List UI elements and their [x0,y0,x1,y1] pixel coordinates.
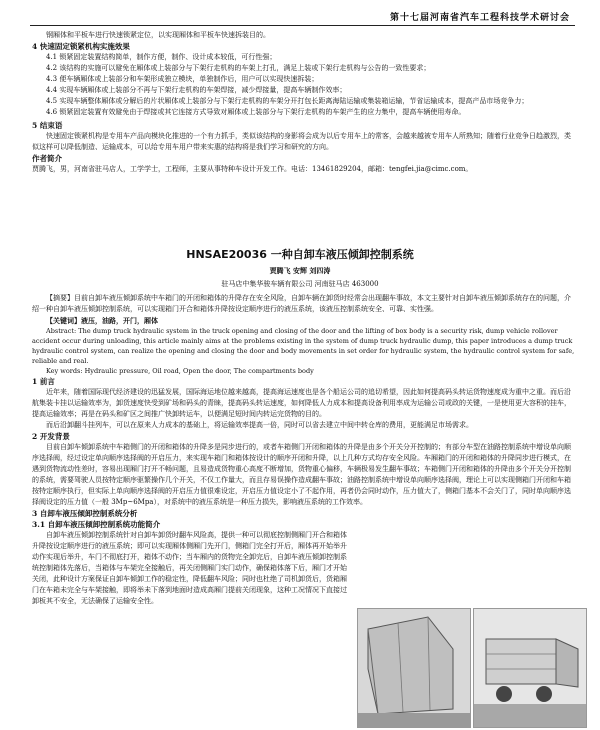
prev-section-4-heading: 4 快速固定锁紧机构实施效果 [32,42,130,51]
prev-item: 4.3 便车辆厢体或上装部分和车架形成独立模块，单独制作后，用户可以实现快速拆装； [46,75,319,83]
prev-item: 4.6 锁紧固定装置有效避免由于焊接或其它连接方式导致对厢体或上装部分与下架行走机构的车架产生的应力集中，提高车辆使用寿命。 [46,108,466,116]
prev-conclusion: 快速固定锁紧机构是专用车产品向模块化推进的一个有力抓手，类似该结构的身影将会成为以后专用车上的常客，会越来越被专用车人所熟知；随着行业竞争日趋激烈，类似这样可以降低制造、运输成本，可以给专用车用户带来实惠的结构将是我们学习和研究的方向。 [32,132,571,151]
article-affiliation: 驻马店中集华骏车辆有限公司 河南驻马店 463000 [221,280,379,288]
prev-section-5-heading: 5 结束语 [32,121,63,130]
truck-photo-left [357,608,471,728]
prev-item: 4.2 该结构的实施可以避免在厢体或上装部分与下架行走机构的车架上打孔，满足上装或下架行走机构与公告的一致性要求； [46,64,431,72]
section-1-paragraph: 而后沿卸翻斗挂列车，可以在原来人力成本的基础上，将运输效率提高一倍，同时可以省去建立中间中转仓库的费用，更能满足市场需求。 [46,421,473,429]
abstract-cn: 【摘要】目前自卸车液压倾卸系统中车箱门的开闭和箱体的升降存在安全风险，自卸车辆在卸货时经常会出现翻车事故，本文主要针对自卸车液压倾卸系统存在的问题，介绍一种自卸车液压倾卸控制系统，可以实现箱门开合和箱体升降按设定顺序进行的液压系统，该液压控制系统安全、可靠、实性强。 [32,294,571,313]
truck-photo-left-drawing [358,609,470,727]
prev-item: 4.4 实现车辆厢体或上装部分不再与下架行走机构的车架焊接，减少焊接量，提高车辆制作效率； [46,86,347,94]
section-2-paragraph: 目前自卸车倾卸系统中车箱侧门的开闭和箱体的升降多是同步进行的，或者车箱侧门开闭和箱体的升降是由多个开关分开控制的；有部分车型在油路控制系统中增设单向顺序选择阀，经过设定单向顺序选择阀的开启压力，来实现车箱门和箱体按设计的顺序开闭和升降，以上几种方式均存安全风险。车厢箱门的开闭和箱体的升降同步进行模式，在遇到货物流动性差时，容易出现厢门打开不畅问题，且易造成货物重心高度不断增加，货物重心偏移，车辆极易发生翻车事故；车箱侧门开闭和箱体的升降由多个开关分开控制的系统，需要驾驶人员按特定顺序驱繁操作几个开关，不仅工作量大，而且存易误操作造成翻车事故；油路控制系统中增设单向顺序选择阀，理论上可以实现侧箱门开闭和车箱按特定顺序执行，但实际上单向顺序选择阀的开启压力值很难设定，开启压力值设定小了不起作用，再者仍会同时动作，压力值大了，侧箱门基本不会关门了，同时单向顺序选择阀设定的压力值（一般 3Mp~6Mpa），对系统中的液压系统是一种压力损失，影响液压系统的工作效率。 [32,443,571,506]
section-2-heading: 2 开发背景 [32,432,70,441]
section-1-heading: 1 前言 [32,377,55,386]
section-3-heading: 3 自卸车液压倾卸控制系统分析 [32,509,138,518]
article-title: HNSAE20036 一种自卸车液压倾卸控制系统 [186,248,414,261]
keywords-en: Key words: Hydraulic pressure, Oil road, Open the door, The compartments body [46,367,314,375]
keywords-cn: 【关键词】液压，油路，开门，厢体 [46,316,158,325]
abstract-en: Abstract: The dump truck hydraulic system in the truck opening and closing of the door and the lifting of box body is a security risk, dump vehicle rollover accident occur during unloading, this article mainly aims at the problems existing in the system of dump truck hydraulic dump, this paper introduces a dump truck hydraulic control system, can realize the opening and closing the door and body movements in set order for hydraulic system, the hydraulic control system for safe, reliable and real. [32,327,575,365]
prev-item: 4.5 实现车辆整体厢体或分解后的片状厢体或上装部分与下架行走机构的车架分开打包长距离海陆运输或集装箱运输，节省运输成本，提高产品市场竞争力； [46,97,529,105]
article-authors: 贾腾飞 安辉 刘四涛 [269,266,331,275]
truck-figure [357,608,585,726]
prev-item: 4.1 锁紧固定装置结构简单，制作方便，制作、设计成本较低，可行性强； [46,53,277,61]
previous-article [32,30,577,175]
header-rule [30,25,575,26]
truck-photo-right [473,608,587,728]
section-3-1-paragraph: 自卸车液压倾卸控制系统针对自卸车卸货时翻车风险高，提供一种可以彻底控制侧厢门开合和箱体升降按设定顺序进行的液压系统；即可以实现厢体侧厢门先开门，侧箱门完全打开后，厢体再开始举升动作实现后举升，车门不彻底打开，箱体不动作；当车厢内的货物完全卸完后，自卸车液压倾卸控制系统控制箱体先落后，当箱体与车架完全接触后，再关闭侧厢门实门动作，确保箱体落下后，厢门才开始关闭，此种设计方案保证自卸车倾卸工作的稳定性，降低翻车风险；同时也杜绝了司机卸货后，货箱厢门在车箱未完全与车架接触，即将举未下落到地面时造成高厢门提前关闭现象，这种工况情况下直接过卸板其不安全，无法确保了运输安全性。 [32,531,347,605]
prev-author-heading: 作者简介 [32,154,62,163]
conference-header: 第十七届河南省汽车工程科技学术研讨会 [389,13,570,23]
prev-intro-tail: 钢厢体和平板车进行快速锁紧定位，以实现厢体和平板车快速拆装目的。 [46,31,270,39]
prev-author-bio: 贾腾飞，男，河南省驻马店人，工学学士，工程师，主要从事特种车设计开发工作。电话：13461829204，邮箱：tengfei.jia@cimc.com。 [32,165,473,173]
section-1-paragraph: 近年来，随着国际现代经济建设的迅猛发展，国际海运地位越来越高，提高海运速度也是各个船运公司的追切希望，因此如何提高码头转运货物速度成为重中之重。而后沿航集装卡挂以运输效率为，卸货速度快受到矿场和码头的青睐，提高码头转运速度，如何降低人力成本和提高设备利用率成为运输公司或政的关键，一是使用更大容积的挂车，提高运输效率；再是在码头和矿区之间推广快卸转运车，以便满足短时间内转运完货物的目的。 [32,388,571,418]
article-body [32,293,577,607]
truck-photo-right-drawing [474,609,586,727]
section-3-1-heading: 3.1 自卸车液压倾卸控制系统功能简介 [32,520,161,529]
